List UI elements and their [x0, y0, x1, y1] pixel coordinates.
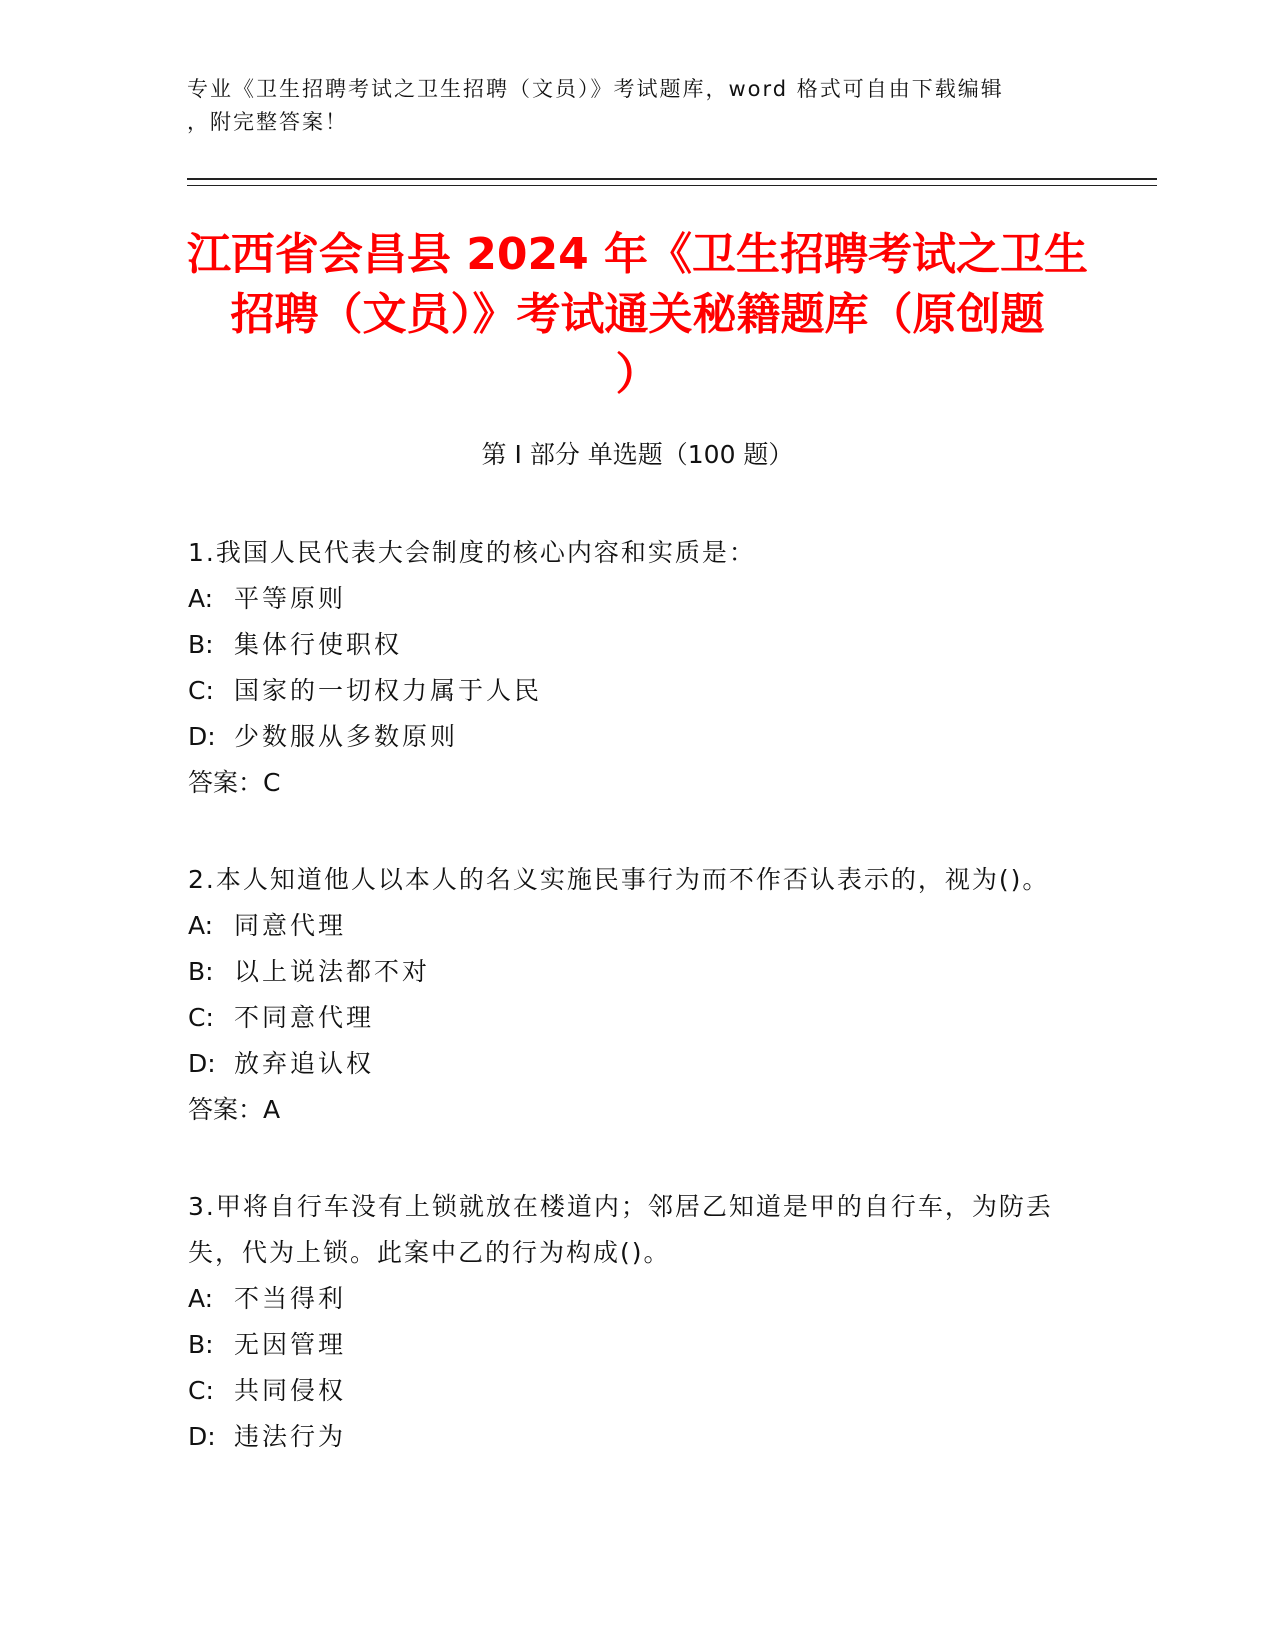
option-key: A: [188, 584, 214, 613]
question-item [188, 857, 1068, 1133]
question-stem: 3.甲将自行车没有上锁就放在楼道内；邻居乙知道是甲的自行车，为防丢失，代为上锁。此案中乙的行为构成()。 [188, 1192, 1053, 1267]
document-title [150, 225, 1125, 405]
option-text: 共同侵权 [234, 1376, 347, 1405]
option-key: B: [188, 957, 214, 986]
option-c [188, 1368, 1068, 1414]
title-line-3: ） [615, 349, 660, 400]
option-key: C: [188, 1376, 214, 1405]
option-text: 放弃追认权 [234, 1049, 375, 1078]
title-line-1: 江西省会昌县 2024 年《卫生招聘考试之卫生 [186, 229, 1089, 280]
answer-line: 答案：A [188, 1095, 281, 1124]
header-divider-thin [187, 185, 1157, 186]
option-c [188, 668, 1068, 714]
option-a [188, 576, 1068, 622]
option-key: C: [188, 1003, 214, 1032]
option-b [188, 1322, 1068, 1368]
option-text: 不同意代理 [234, 1003, 375, 1032]
question-item [188, 530, 1068, 806]
option-d [188, 1041, 1068, 1087]
option-b [188, 949, 1068, 995]
section-heading: 第 I 部分 单选题（100 题） [481, 440, 794, 469]
option-text: 无因管理 [234, 1330, 347, 1359]
question-stem: 2.本人知道他人以本人的名义实施民事行为而不作否认表示的，视为()。 [188, 865, 1050, 894]
option-key: A: [188, 1284, 214, 1313]
question-stem: 1.我国人民代表大会制度的核心内容和实质是： [188, 538, 756, 567]
option-key: A: [188, 911, 214, 940]
option-text: 同意代理 [234, 911, 347, 940]
option-a [188, 1276, 1068, 1322]
header-line-2: ，附完整答案！ [187, 110, 348, 134]
header-line-1: 专业《卫生招聘考试之卫生招聘（文员）》考试题库，word 格式可自由下载编辑 [187, 77, 1004, 101]
option-text: 平等原则 [234, 584, 347, 613]
option-d [188, 1414, 1068, 1460]
option-text: 集体行使职权 [234, 630, 403, 659]
option-key: B: [188, 1330, 214, 1359]
header-divider-thick [187, 178, 1157, 180]
option-text: 国家的一切权力属于人民 [234, 676, 543, 705]
option-c [188, 995, 1068, 1041]
option-key: B: [188, 630, 214, 659]
question-item [188, 1184, 1068, 1460]
option-key: D: [188, 1049, 216, 1078]
option-text: 少数服从多数原则 [234, 722, 459, 751]
option-a [188, 903, 1068, 949]
question-list [188, 530, 1068, 1511]
option-key: C: [188, 676, 214, 705]
title-line-2: 招聘（文员）》考试通关秘籍题库（原创题 [230, 289, 1045, 340]
option-d [188, 714, 1068, 760]
option-b [188, 622, 1068, 668]
option-text: 违法行为 [234, 1422, 347, 1451]
option-text: 不当得利 [234, 1284, 347, 1313]
answer-line: 答案：C [188, 768, 281, 797]
option-key: D: [188, 722, 216, 751]
option-text: 以上说法都不对 [234, 957, 431, 986]
document-header [187, 73, 1087, 139]
option-key: D: [188, 1422, 216, 1451]
